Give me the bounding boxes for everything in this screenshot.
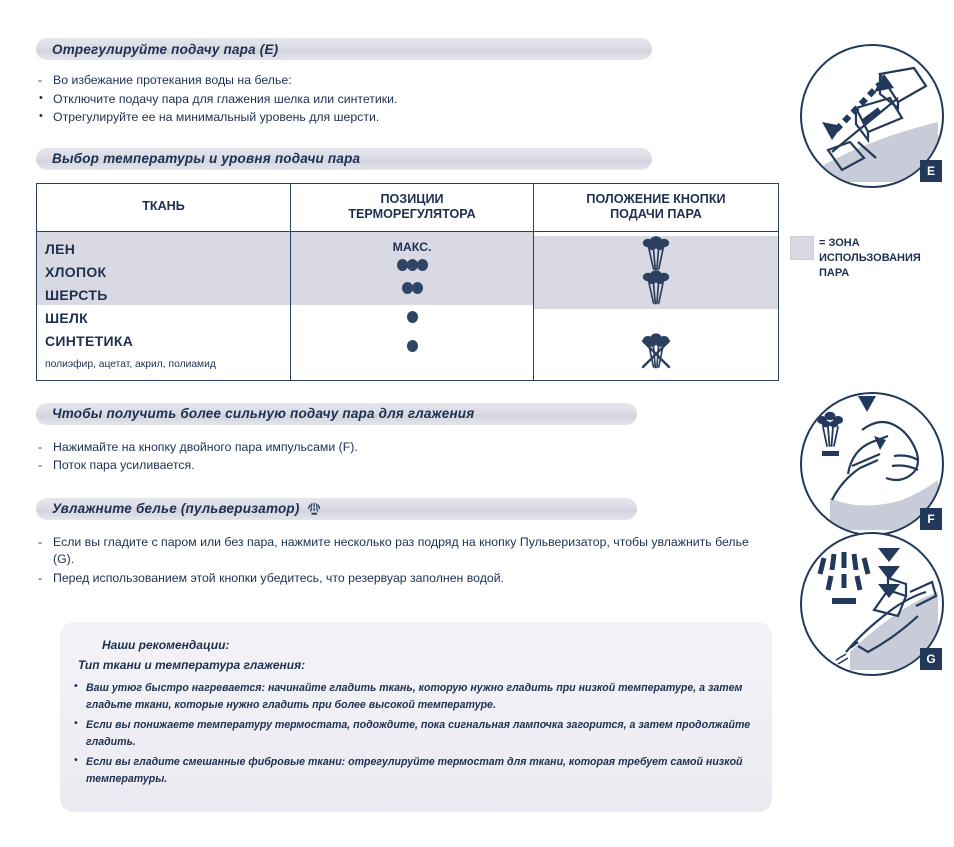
recommendations-box xyxy=(60,622,772,812)
thermostat-dot xyxy=(407,340,418,352)
list-item-text: Поток пара усиливается. xyxy=(53,458,195,472)
steam-adjust-list xyxy=(36,72,776,127)
list-item-text: Если вы гладите с паром или без пара, нажмите несколько раз подряд на кнопку Пульверизатор, чтобы увлажнить белье (G). xyxy=(53,534,749,566)
header-text-line1: ПОЗИЦИИ xyxy=(380,191,444,206)
cell-thermostat-positions xyxy=(291,231,534,380)
list-item xyxy=(36,570,776,588)
heading-text: Выбор температуры и уровня подачи пара xyxy=(52,151,361,166)
legend-line3: ПАРА xyxy=(819,267,850,279)
content-column xyxy=(36,38,776,588)
heading-text: Увлажните белье (пульверизатор) xyxy=(52,501,300,516)
cell-fabric-names xyxy=(37,231,291,380)
thermostat-dot xyxy=(412,282,423,294)
cell-steam-positions xyxy=(534,231,779,380)
figure-tag: E xyxy=(920,160,942,182)
fabric-subnote: полиэфир, ацетат, акрил, полиамид xyxy=(45,358,216,370)
thermostat-dots-2 xyxy=(291,282,533,294)
list-item-text: Перед использованием этой кнопки убедитесь, что резервуар заполнен водой. xyxy=(53,570,505,585)
recommendations-title: Наши рекомендации: xyxy=(102,638,230,652)
bullet-marker: - xyxy=(38,570,43,585)
header-text-line2: ТЕРМОРЕГУЛЯТОРА xyxy=(348,206,476,221)
thermostat-dot xyxy=(407,259,418,271)
steam-zone-legend xyxy=(790,236,950,281)
fabric-name: ШЕЛК xyxy=(45,309,88,326)
bullet-marker: - xyxy=(38,534,43,549)
fabric-name: ХЛОПОК xyxy=(45,263,107,280)
list-item xyxy=(74,717,758,750)
list-item-text: Если вы понижаете температуру термостата, подождите, пока сигнальная лампочка загорится, а затем продолжайте гладить. xyxy=(86,719,751,748)
figure-e xyxy=(800,44,940,184)
legend-line2: ИСПОЛЬЗОВАНИЯ xyxy=(819,252,921,264)
spray-button-icon xyxy=(802,534,938,670)
legend-swatch xyxy=(790,236,814,260)
figure-f xyxy=(800,392,940,532)
header-text-line1: ПОЛОЖЕНИЕ КНОПКИ xyxy=(586,191,726,206)
header-text: ТКАНЬ xyxy=(142,199,185,213)
list-item xyxy=(36,534,776,569)
steam-burst-button-icon xyxy=(802,394,938,530)
bullet-marker: - xyxy=(38,458,43,472)
fabric-name: ЛЕН xyxy=(45,240,76,257)
list-item xyxy=(36,109,776,127)
list-item-text: Отрегулируйте ее на минимальный уровень для шерсти. xyxy=(53,110,380,124)
stronger-steam-list xyxy=(36,439,776,475)
steam-puff-icon xyxy=(639,270,673,306)
thermostat-dot xyxy=(397,259,408,271)
figure-tag: F xyxy=(920,508,942,530)
list-item xyxy=(36,72,776,90)
section-heading-spray xyxy=(36,498,637,520)
recommendations-list xyxy=(60,672,772,787)
heading-text: Чтобы получить более сильную подачу пара для глажения xyxy=(52,406,475,421)
header-text-line2: ПОДАЧИ ПАРА xyxy=(610,206,702,221)
steam-slider-arrow-icon xyxy=(802,46,938,182)
list-item xyxy=(36,457,776,475)
recommendations-subtitle: Тип ткани и температура глажения: xyxy=(78,658,306,672)
bullet-marker: • xyxy=(39,91,43,104)
column-header-fabric xyxy=(37,183,291,231)
steam-off-icon xyxy=(638,331,674,371)
legend-line1: = ЗОНА xyxy=(819,237,860,249)
thermostat-dots-1 xyxy=(291,340,533,352)
thermostat-dot xyxy=(417,259,428,271)
list-item-text: Нажимайте на кнопку двойного пара импульсами (F). xyxy=(53,439,358,454)
bullet-marker: • xyxy=(74,681,78,692)
list-item xyxy=(36,439,776,457)
bullet-marker: • xyxy=(39,110,43,122)
column-header-steam xyxy=(534,183,779,231)
table-header-row xyxy=(37,183,779,231)
thermostat-max-label: МАКС. xyxy=(392,239,432,254)
list-item xyxy=(74,754,758,787)
spray-list xyxy=(36,534,776,588)
thermostat-dot xyxy=(402,282,413,294)
list-item-text: Ваш утюг быстро нагревается: начинайте гладить ткань, которую нужно гладить при низкой температуре, а затем гладьте ткани, которые нужно гладить при более высокой температуре. xyxy=(86,682,743,711)
figure-tag: G xyxy=(920,648,942,670)
bullet-marker: - xyxy=(38,73,43,87)
fabric-name: ШЕРСТЬ xyxy=(45,286,108,303)
bullet-marker: - xyxy=(38,439,43,454)
spray-icon xyxy=(306,500,323,517)
bullet-marker: • xyxy=(74,755,78,766)
list-item-text: Отключите подачу пара для глажения шелка или синтетики. xyxy=(53,91,398,106)
bullet-marker: • xyxy=(74,718,78,729)
thermostat-dots-1 xyxy=(291,311,533,323)
thermostat-dot xyxy=(407,311,418,323)
legend-text xyxy=(814,236,939,281)
heading-text: Отрегулируйте подачу пара (E) xyxy=(52,41,279,57)
thermostat-dots-3 xyxy=(291,259,533,271)
fabric-name: СИНТЕТИКА xyxy=(45,332,134,349)
list-item-text: Во избежание протекания воды на белье: xyxy=(53,73,292,87)
list-item-text: Если вы гладите смешанные фибровые ткани: отрегулируйте термостат для ткани, которая требует самой низкой температуры. xyxy=(86,756,743,785)
figure-g xyxy=(800,532,940,672)
section-heading-stronger-steam xyxy=(36,403,637,425)
fabric-temperature-table xyxy=(36,183,779,381)
column-header-thermostat xyxy=(291,183,534,231)
section-heading-temperature-choice xyxy=(36,148,652,170)
table-body-row xyxy=(37,231,779,380)
steam-puff-icon xyxy=(639,236,673,272)
list-item xyxy=(36,91,776,109)
section-heading-steam-adjust xyxy=(36,38,652,60)
list-item xyxy=(74,680,758,713)
